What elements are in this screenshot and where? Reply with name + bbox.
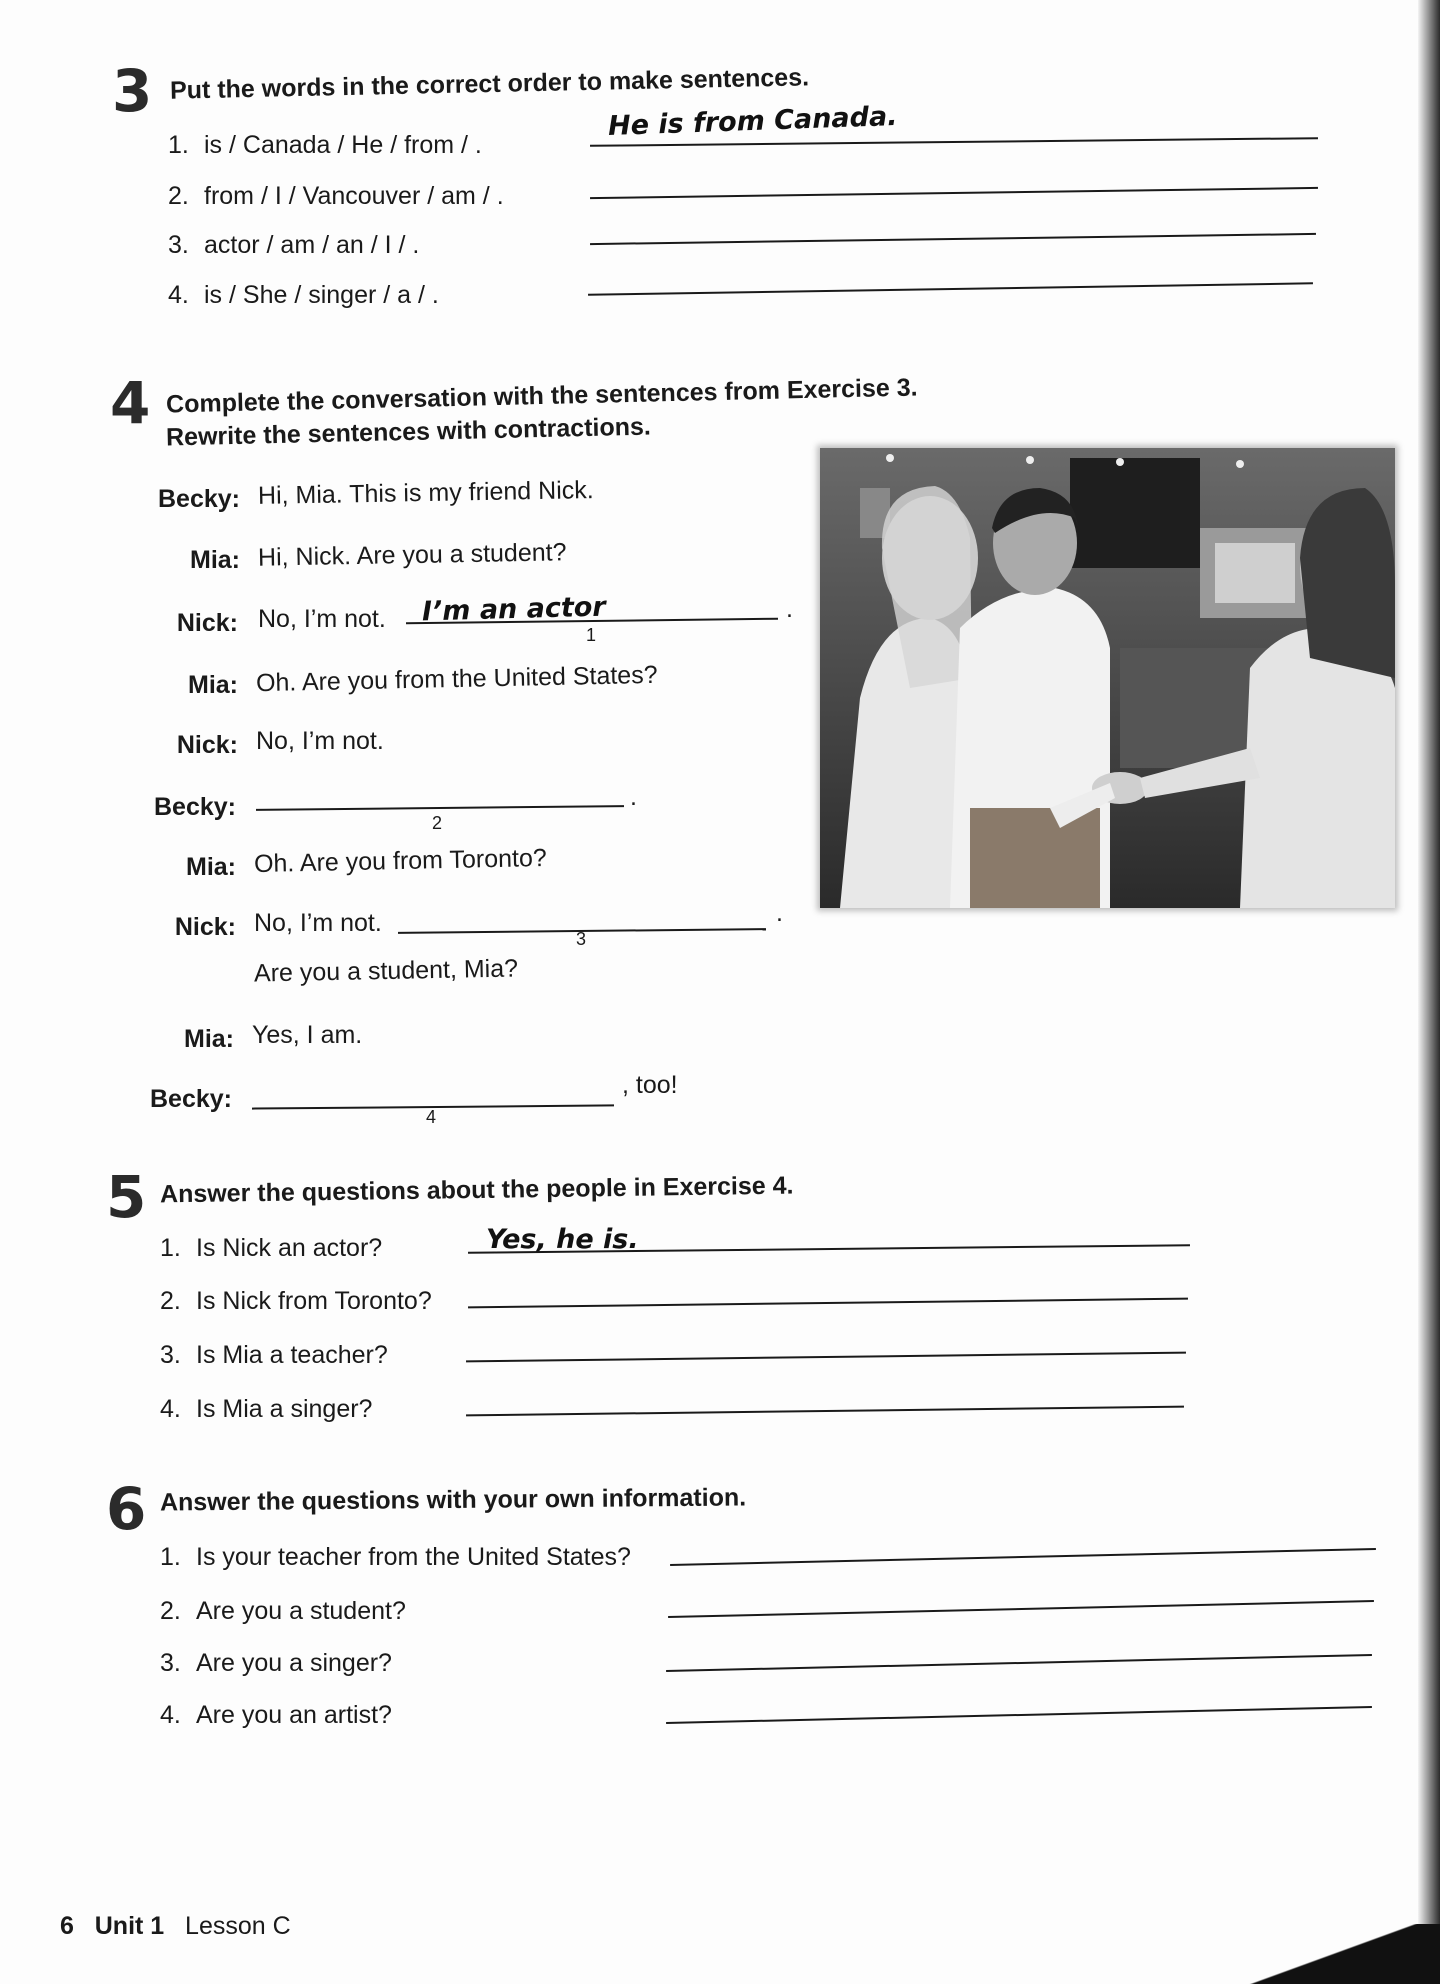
answer-line[interactable] bbox=[468, 1298, 1188, 1309]
item-prompt: actor / am / an / I / . bbox=[204, 231, 420, 259]
exercise-number: 4 bbox=[110, 369, 151, 437]
item-question: Are you an artist? bbox=[196, 1701, 392, 1729]
item-question: Is your teacher from the United States? bbox=[196, 1543, 631, 1571]
exercise-instruction: Answer the questions about the people in Exercise 4. bbox=[159, 1171, 794, 1209]
unit-label: Unit 1 bbox=[94, 1912, 165, 1940]
exercise-6-item-4 bbox=[160, 1700, 392, 1730]
item-question: Is Mia a singer? bbox=[196, 1395, 373, 1423]
dialogue-line: Yes, I am. bbox=[252, 1021, 363, 1049]
speaker-becky: Becky: bbox=[154, 793, 236, 821]
exercise-instruction-line-1: Complete the conversation with the sentences from Exercise 3. bbox=[165, 373, 918, 419]
exercise-5-item-2 bbox=[160, 1286, 432, 1316]
page-corner-shadow bbox=[1180, 1924, 1440, 1984]
speaker-becky: Becky: bbox=[158, 485, 240, 513]
blank-number: 1 bbox=[586, 625, 597, 645]
page-edge-shadow bbox=[1418, 0, 1440, 1984]
answer-line[interactable] bbox=[466, 1352, 1186, 1363]
item-number: 4. bbox=[168, 281, 189, 309]
speaker-nick: Nick: bbox=[176, 609, 238, 637]
exercise-6-item-2 bbox=[160, 1596, 406, 1626]
speaker-mia: Mia: bbox=[184, 1025, 234, 1053]
exercise-3-item-2 bbox=[168, 181, 504, 211]
blank-end-punctuation: , too! bbox=[622, 1071, 678, 1099]
exercise-5-item-1 bbox=[160, 1233, 382, 1263]
item-question: Are you a student? bbox=[196, 1597, 406, 1625]
item-prompt: is / She / singer / a / . bbox=[204, 281, 439, 309]
item-number: 4. bbox=[160, 1701, 181, 1729]
item-prompt: from / I / Vancouver / am / . bbox=[204, 182, 504, 210]
answer-line[interactable] bbox=[590, 187, 1318, 199]
conversation-photo bbox=[820, 448, 1395, 908]
speaker-mia: Mia: bbox=[190, 546, 240, 574]
exercise-instruction-line-2: Rewrite the sentences with contractions. bbox=[165, 412, 652, 452]
exercise-5-item-4 bbox=[160, 1394, 372, 1424]
answer-line[interactable] bbox=[670, 1548, 1376, 1566]
exercise-6-item-3 bbox=[160, 1648, 392, 1678]
dialogue-line: Hi, Mia. This is my friend Nick. bbox=[257, 476, 594, 510]
dialogue-line: Oh. Are you from the United States? bbox=[255, 660, 658, 698]
item-number: 2. bbox=[168, 182, 189, 210]
speaker-nick: Nick: bbox=[174, 913, 236, 941]
item-prompt: is / Canada / He / from / . bbox=[204, 131, 482, 159]
speaker-mia: Mia: bbox=[188, 671, 238, 699]
answer-text: He is from Canada. bbox=[607, 100, 898, 143]
item-number: 3. bbox=[160, 1649, 181, 1677]
exercise-number: 6 bbox=[106, 1475, 147, 1543]
answer-line[interactable] bbox=[590, 233, 1316, 245]
dialogue-line: Hi, Nick. Are you a student? bbox=[257, 538, 567, 572]
exercise-number: 5 bbox=[106, 1163, 147, 1231]
item-number: 4. bbox=[160, 1395, 181, 1423]
speaker-nick: Nick: bbox=[176, 731, 238, 759]
dialogue-line: Oh. Are you from Toronto? bbox=[253, 843, 548, 879]
exercise-instruction: Put the words in the correct order to make sentences. bbox=[169, 63, 810, 105]
page-footer bbox=[60, 1912, 291, 1941]
speaker-mia: Mia: bbox=[186, 853, 236, 881]
exercise-3-item-4 bbox=[168, 280, 439, 310]
page-number: 6 bbox=[60, 1912, 74, 1940]
blank-end-punctuation: . bbox=[776, 899, 783, 927]
answer-line-2[interactable] bbox=[256, 805, 624, 811]
answer-line[interactable] bbox=[466, 1406, 1184, 1417]
people-shaking-hands-illustration bbox=[820, 448, 1395, 908]
blank-end-punctuation: . bbox=[786, 595, 793, 623]
answer-line[interactable] bbox=[668, 1600, 1374, 1618]
item-number: 1. bbox=[168, 131, 189, 159]
dialogue-line: No, I’m not. bbox=[256, 727, 384, 755]
dialogue-continuation: Are you a student, Mia? bbox=[253, 954, 519, 988]
exercise-3-item-3 bbox=[168, 230, 419, 260]
exercise-6-item-1 bbox=[160, 1542, 631, 1572]
answer-line[interactable] bbox=[666, 1654, 1372, 1672]
speaker-becky: Becky: bbox=[150, 1085, 232, 1113]
exercise-3-item-1 bbox=[168, 130, 482, 160]
blank-number: 2 bbox=[432, 813, 443, 833]
answer-line[interactable] bbox=[588, 282, 1313, 295]
exercise-number: 3 bbox=[112, 57, 153, 125]
item-question: Is Nick from Toronto? bbox=[196, 1287, 432, 1315]
exercise-5-item-3 bbox=[160, 1340, 388, 1370]
item-question: Is Nick an actor? bbox=[196, 1234, 383, 1262]
item-number: 1. bbox=[160, 1543, 181, 1571]
exercise-instruction: Answer the questions with your own information. bbox=[159, 1483, 747, 1517]
blank-end-punctuation: . bbox=[630, 783, 637, 811]
item-number: 1. bbox=[160, 1234, 181, 1262]
item-number: 2. bbox=[160, 1287, 181, 1315]
item-number: 2. bbox=[160, 1597, 181, 1625]
item-question: Are you a singer? bbox=[196, 1649, 392, 1677]
blank-number: 4 bbox=[426, 1107, 437, 1127]
item-question: Is Mia a teacher? bbox=[196, 1341, 388, 1369]
item-number: 3. bbox=[168, 231, 189, 259]
answer-text: Yes, he is. bbox=[486, 1224, 639, 1255]
item-number: 3. bbox=[160, 1341, 181, 1369]
answer-line[interactable] bbox=[666, 1706, 1372, 1724]
blank-number: 3 bbox=[576, 929, 587, 949]
answer-text: I’m an actor bbox=[421, 591, 607, 628]
lesson-label: Lesson C bbox=[185, 1912, 291, 1940]
dialogue-line: No, I’m not. bbox=[254, 909, 382, 937]
dialogue-line: No, I’m not. bbox=[258, 605, 386, 633]
